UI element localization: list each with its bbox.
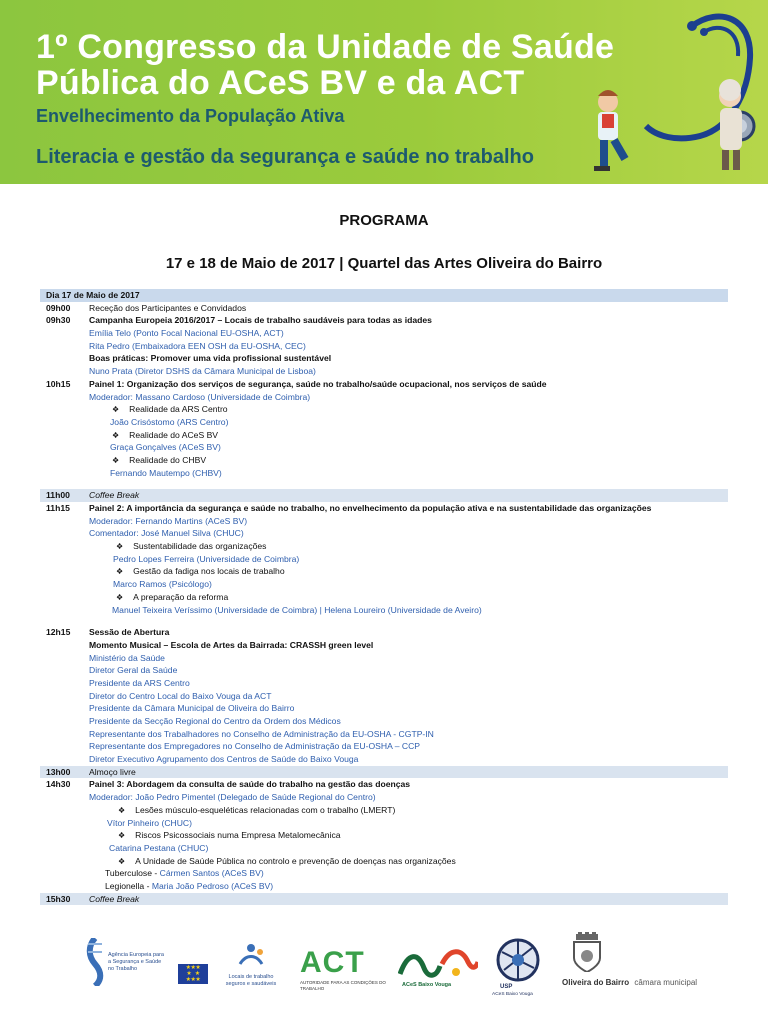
item-text: Sustentabilidade das organizações	[133, 541, 267, 552]
speaker-text: Emília Telo (Ponto Focal Nacional EU-OSHA, ACT)	[89, 328, 284, 339]
table-row	[40, 728, 728, 741]
table-row	[40, 778, 728, 791]
subtopic-item	[105, 867, 264, 880]
table-row	[40, 604, 728, 617]
speaker-text: Comentador: José Manuel Silva (CHUC)	[89, 528, 244, 539]
oliveira-text-group	[562, 978, 697, 987]
speaker-text: Pedro Lopes Ferreira (Universidade de Coimbra)	[113, 553, 300, 564]
table-row	[40, 565, 728, 578]
speaker-text: Moderador: Massano Cardoso (Universidade de Coimbra)	[89, 391, 311, 402]
time-label: 10h15	[46, 378, 71, 389]
speaker-text: Ministério da Saúde	[89, 652, 165, 663]
eu-stars-icon: ★★★ ★ ★ ★★★	[185, 965, 201, 983]
speaker-text: Nuno Prata (Diretor DSHS da Câmara Municipal de Lisboa)	[89, 366, 316, 377]
table-row	[40, 591, 728, 604]
speaker-text: Vítor Pinheiro (CHUC)	[107, 817, 193, 828]
bullet-item	[118, 829, 341, 843]
diamond-bullet-icon: ❖	[116, 592, 124, 602]
usp-text: USP	[500, 984, 513, 990]
table-row	[40, 664, 728, 677]
diamond-bullet-icon: ❖	[118, 856, 126, 866]
item-text: Gestão da fadiga nos locais de trabalho	[133, 566, 285, 577]
table-row	[40, 817, 728, 830]
item-text: Painel 2: A importância da segurança e saúde no trabalho, no envelhecimento da população ativa e na sustentabilidade das organizações	[89, 503, 652, 513]
bullet-item	[112, 429, 218, 443]
euosha-text: Agência Europeia para a Segurança e Saúde no Trabalho	[108, 952, 164, 972]
oliveira-name: Oliveira do Bairro	[562, 978, 630, 987]
item-text: Momento Musical – Escola de Artes da Bairrada: CRASSH green level	[89, 639, 374, 650]
table-row	[40, 715, 728, 728]
oliveira-logo	[556, 932, 706, 1002]
campaign-logo	[218, 942, 284, 1002]
speaker-text: Cármen Santos (ACeS BV)	[159, 868, 264, 879]
bullet-item	[118, 804, 395, 818]
bullet-item	[112, 454, 206, 468]
usp-logo	[492, 936, 546, 1002]
table-row	[40, 652, 728, 665]
table-row	[40, 302, 728, 315]
euosha-logo	[84, 938, 164, 998]
speaker-text: Moderador: João Pedro Pimentel (Delegado de Saúde Regional do Centro)	[89, 792, 376, 803]
table-row	[40, 842, 728, 855]
time-label: 15h30	[46, 893, 71, 904]
table-row	[40, 791, 728, 804]
campaign-text: Locais de trabalho seguros e saudáveis	[225, 974, 277, 987]
campaign-figures-icon	[236, 942, 266, 972]
table-row	[40, 327, 728, 340]
item-text: Campanha Europeia 2016/2017 – Locais de trabalho saudáveis para todas as idades	[89, 315, 432, 326]
bullet-item	[118, 855, 456, 869]
item-text: Lesões músculo-esqueléticas relacionadas com o trabalho (LMERT)	[135, 804, 396, 815]
oliveira-subtitle: câmara municipal	[634, 978, 698, 987]
banner-subtitle: Envelhecimento da População Ativa	[36, 106, 345, 126]
subtopic-item	[105, 880, 273, 893]
table-row	[40, 340, 728, 353]
table-row	[40, 766, 728, 779]
table-row	[40, 578, 728, 591]
speaker-text: João Crisóstomo (ARS Centro)	[110, 416, 229, 427]
municipal-crest-icon	[570, 932, 604, 972]
table-row	[40, 867, 728, 880]
diamond-bullet-icon: ❖	[118, 831, 126, 841]
item-text: A Unidade de Saúde Pública no controlo e prevenção de doenças nas organizações	[135, 855, 456, 866]
diamond-bullet-icon: ❖	[112, 405, 120, 415]
subtopic-label: Legionella -	[105, 880, 152, 891]
subtopic-label: Tuberculose -	[105, 868, 160, 879]
speaker-text: Manuel Teixeira Veríssimo (Universidade de Coimbra) | Helena Loureiro (Universidade de Aveiro)	[112, 604, 482, 615]
diamond-bullet-icon: ❖	[116, 542, 124, 552]
table-row	[40, 314, 728, 327]
table-row	[40, 489, 728, 502]
table-row	[40, 855, 728, 868]
spacer	[40, 479, 728, 489]
bullet-item	[116, 565, 285, 579]
time-label: 09h30	[46, 315, 71, 326]
speaker-text: Presidente da ARS Centro	[89, 677, 190, 688]
table-row	[40, 527, 728, 540]
table-row	[40, 467, 728, 480]
item-text: Almoço livre	[89, 766, 136, 777]
speaker-text: Diretor do Centro Local do Baixo Vouga da ACT	[89, 690, 272, 701]
table-row	[40, 677, 728, 690]
table-row	[40, 829, 728, 842]
table-row	[40, 391, 728, 404]
day-header	[40, 289, 728, 302]
table-row	[40, 880, 728, 893]
euosha-mark-icon	[84, 938, 106, 986]
item-text: Receção dos Participantes e Convidados	[89, 302, 247, 313]
sponsor-logos	[0, 928, 768, 1008]
table-row	[40, 540, 728, 553]
speaker-text: Rita Pedro (Embaixadora EEN OSH da EU-OSHA, CEC)	[89, 340, 306, 351]
table-row	[40, 515, 728, 528]
item-text: Coffee Break	[89, 893, 140, 904]
act-logo	[300, 946, 386, 998]
table-row	[40, 893, 728, 906]
table-row	[40, 365, 728, 378]
table-row	[40, 553, 728, 566]
speaker-text: Marco Ramos (Psicólogo)	[113, 579, 212, 590]
diamond-bullet-icon: ❖	[112, 455, 120, 465]
table-row	[40, 626, 728, 639]
speaker-text: Fernando Mautempo (CHBV)	[110, 467, 222, 478]
time-label: 13h00	[46, 766, 71, 777]
item-text: A preparação da reforma	[133, 591, 229, 602]
speaker-text: Catarina Pestana (CHUC)	[109, 842, 209, 853]
programme-heading: PROGRAMA	[339, 212, 429, 229]
time-label: 11h15	[46, 503, 70, 513]
stethoscope-illustration	[580, 8, 768, 184]
banner-title-line2: Pública do ACeS BV e da ACT	[36, 64, 525, 102]
table-row	[40, 429, 728, 442]
time-label: 12h15	[46, 627, 71, 638]
item-text: Painel 1: Organização dos serviços de segurança, saúde no trabalho/saúde ocupacional, nos serviços de saúde	[89, 378, 547, 389]
aces-text: ACeS Baixo Vouga	[402, 982, 452, 988]
table-row	[40, 441, 728, 454]
speaker-text: Moderador: Fernando Martins (ACeS BV)	[89, 515, 248, 526]
item-text: Realidade do ACeS BV	[129, 429, 219, 440]
table-row	[40, 352, 728, 365]
item-text: Painel 3: Abordagem da consulta de saúde do trabalho na gestão das doenças	[89, 779, 411, 790]
table-row	[40, 378, 728, 391]
time-label: 11h00	[46, 490, 70, 501]
banner-subtitle2: Literacia e gestão da segurança e saúde no trabalho	[36, 146, 534, 168]
aces-wave-icon	[398, 948, 478, 980]
item-text: Coffee Break	[89, 490, 140, 501]
act-subtitle: AUTORIDADE PARA AS CONDIÇÕES DO TRABALHO	[300, 980, 386, 991]
table-row	[40, 740, 728, 753]
spacer	[40, 616, 728, 626]
act-name: ACT	[300, 946, 365, 979]
speaker-text: Maria João Pedroso (ACeS BV)	[151, 880, 274, 891]
table-row	[40, 454, 728, 467]
event-date-location: 17 e 18 de Maio de 2017 | Quartel das Artes Oliveira do Bairro	[165, 255, 603, 272]
speaker-text: Presidente da Secção Regional do Centro da Ordem dos Médicos	[89, 716, 341, 726]
item-text: Sessão de Abertura	[89, 627, 170, 638]
speaker-text: Diretor Executivo Agrupamento dos Centros de Saúde do Baixo Vouga	[89, 754, 359, 765]
banner-title-line1: 1º Congresso da Unidade de Saúde	[36, 28, 615, 66]
aces-logo	[398, 948, 478, 992]
diamond-bullet-icon: ❖	[112, 430, 120, 440]
table-row	[40, 690, 728, 703]
bullet-item	[116, 591, 228, 605]
programme-table	[40, 289, 728, 905]
header-banner	[0, 0, 768, 184]
item-text: Realidade da ARS Centro	[129, 404, 228, 415]
speaker-text: Diretor Geral da Saúde	[89, 665, 178, 676]
usp-globe-icon	[496, 938, 540, 982]
usp-subtitle: ACeS Baixo Vouga	[492, 992, 533, 997]
time-label: 14h30	[46, 779, 71, 790]
day-label: Dia 17 de Maio de 2017	[46, 290, 140, 300]
speaker-text: Representante dos Empregadores no Conselho de Administração da EU-OSHA – CCP	[89, 741, 421, 752]
table-row	[40, 403, 728, 416]
item-text: Realidade do CHBV	[129, 454, 207, 465]
table-row	[40, 416, 728, 429]
speaker-text: Graça Gonçalves (ACeS BV)	[110, 442, 221, 453]
diamond-bullet-icon: ❖	[118, 805, 126, 815]
table-row	[40, 502, 728, 515]
speaker-text: Presidente da Câmara Municipal de Oliveira do Bairro	[89, 703, 295, 714]
eu-flag-logo	[178, 964, 208, 984]
bullet-item	[116, 540, 266, 554]
item-text: Riscos Psicossociais numa Empresa Metalomecânica	[135, 830, 341, 841]
speaker-text: Representante dos Trabalhadores no Conselho de Administração da EU-OSHA - CGTP-IN	[89, 728, 434, 739]
table-row	[40, 639, 728, 652]
diamond-bullet-icon: ❖	[116, 567, 124, 577]
table-row	[40, 804, 728, 817]
table-row	[40, 702, 728, 715]
item-text: Boas práticas: Promover uma vida profissional sustentável	[89, 353, 332, 364]
bullet-item	[112, 403, 228, 417]
time-label: 09h00	[46, 302, 71, 313]
table-row	[40, 753, 728, 766]
